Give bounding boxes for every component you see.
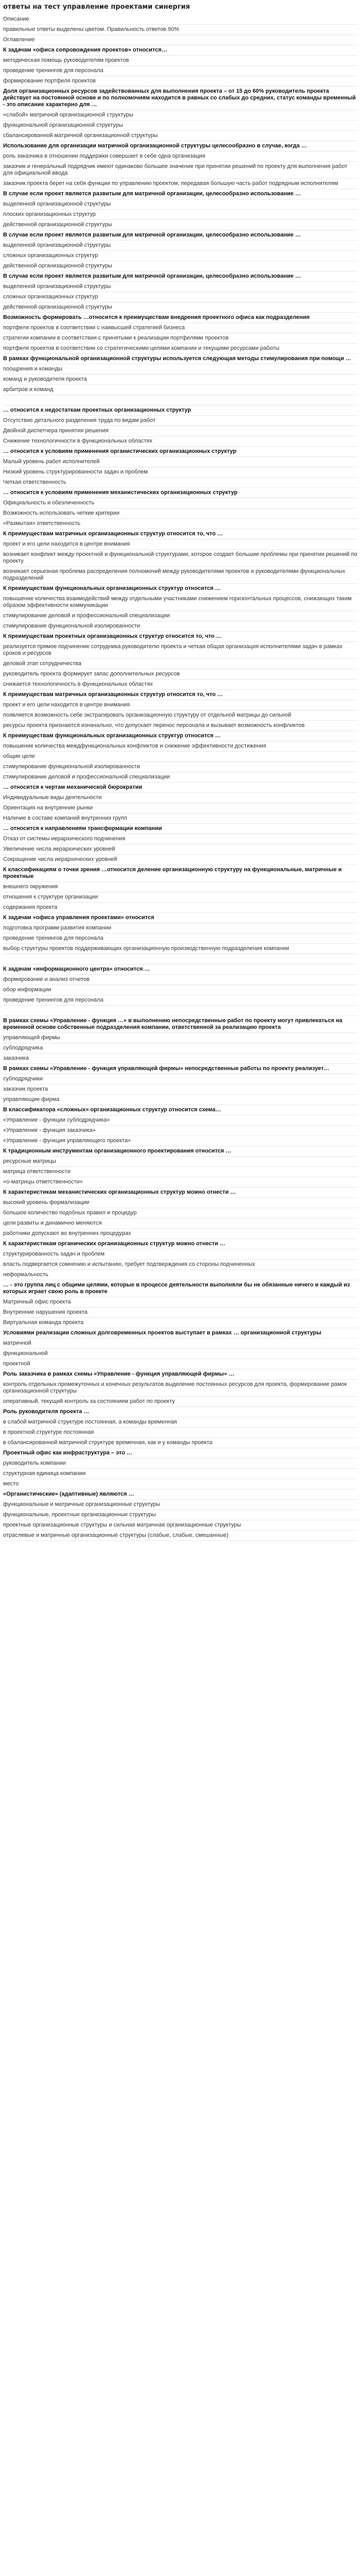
answer-option: в сбалансированной матричной структуре временная, как и у команды проекта bbox=[3, 1438, 358, 1448]
question-text: … относится к условиям применения органистических организационных структур bbox=[3, 447, 358, 457]
question-text: Проектный офис как инфраструктура – это … bbox=[3, 1448, 358, 1459]
answer-option: высокий уровень формализации bbox=[3, 1198, 358, 1208]
answer-option: внешнего окружения bbox=[3, 882, 358, 892]
answer-option: «Управление - функция управляющего проекта» bbox=[3, 1136, 358, 1146]
answer-option: Снижение технологичности в функциональных областях bbox=[3, 436, 358, 447]
question-text: «Органистические» (адаптивные) являются … bbox=[3, 1489, 358, 1500]
answer-option: Внутренние нарушения проекта bbox=[3, 1308, 358, 1318]
answer-option: методическая помощь руководителям проектов bbox=[3, 56, 358, 66]
page-title: ответы на тест управление проектами синергия bbox=[3, 3, 190, 11]
answer-option: структурированность задач и проблем bbox=[3, 1249, 358, 1260]
answer-option: неформальность bbox=[3, 1270, 358, 1280]
answer-option: обор информации bbox=[3, 985, 358, 995]
answer-option: субподрядчика bbox=[3, 1043, 358, 1054]
answer-option: функциональные и матричные организационные структуры bbox=[3, 1500, 358, 1510]
answer-option: проведение тренингов для персонала bbox=[3, 995, 358, 1006]
answer-option: отношения к структуре организации bbox=[3, 892, 358, 903]
answer-option: руководитель компании bbox=[3, 1459, 358, 1469]
question-text: … относится к условиям применения механистических организационных структур bbox=[3, 488, 358, 498]
answer-option bbox=[3, 395, 358, 405]
answer-option: Наличие в составе компаний внутренних групп bbox=[3, 814, 358, 824]
question-text: К классификациям о точки зрения …относится деление организационную структуру на функциональные, матричные и проектные bbox=[3, 865, 358, 882]
answer-option: поощрения и команды bbox=[3, 364, 358, 375]
answer-option bbox=[3, 954, 358, 964]
question-text: Использование для организации матричной организационной структуры целесообразно в случае, когда … bbox=[3, 141, 358, 151]
answer-option: «о-матрицы ответственности» bbox=[3, 1177, 358, 1188]
answer-option: Малый уровень работ исполнителей bbox=[3, 457, 358, 467]
answer-option: управляющей фирмы bbox=[3, 1033, 358, 1043]
answer-option: Увеличение числа иерархических уровней bbox=[3, 844, 358, 855]
question-text: … - это группа лиц с общими целями, которые в процессе деятельности выполняли бы не обязанные ничего и каждый из которых играет свою роль в проекте bbox=[3, 1280, 358, 1297]
answer-option: Отказ от системы иерархического подчинения bbox=[3, 834, 358, 844]
answer-option: портфеля проектов в соответствии со стратегическими целями компании и текущими ресурсами работы bbox=[3, 344, 358, 354]
answer-option: проектной bbox=[3, 1359, 358, 1369]
answer-option: власть подвергается сомнению и испытанию, требует подтверждения со стороны подчиненных bbox=[3, 1260, 358, 1270]
question-text: К характеристикам органических организационных структур можно отнести … bbox=[3, 1239, 358, 1249]
question-text: В рамках схемы «Управление - функция управляющей фирмы» непосредственные работы по проекту реализует… bbox=[3, 1064, 358, 1074]
question-text: К преимуществам функциональных организационных структур относится … bbox=[3, 584, 358, 594]
question-text: Условиями реализации сложных долговременных проектов выступает в рамках … организационной структуры bbox=[3, 1328, 358, 1338]
answer-option: Описание bbox=[3, 14, 358, 25]
answer-option: проект и его цели находится в центре внимания bbox=[3, 700, 358, 710]
question-text: … относится к чертам механической бюрократии bbox=[3, 783, 358, 793]
answer-option: стимулирование функциональной изолированности bbox=[3, 762, 358, 772]
answer-option: управляющие фирма bbox=[3, 1095, 358, 1105]
answer-option: работники допускают во внутренних процедурах bbox=[3, 1229, 358, 1239]
question-text: … относится к недостаткам проектных организационных структур bbox=[3, 405, 358, 416]
answer-option: «Управление - функции субподрядчика» bbox=[3, 1115, 358, 1126]
answer-option: «Управление - функция заказчика» bbox=[3, 1126, 358, 1136]
answer-option: сложных организационных структур bbox=[3, 292, 358, 302]
answer-option: «слабой» матричной организационной структуры bbox=[3, 110, 358, 121]
answer-option: большое количество подобных правил и процедур bbox=[3, 1208, 358, 1218]
answer-option: команд и руководителя проекта bbox=[3, 375, 358, 385]
question-text: Возможность формировать …относится к преимуществам внедрения проектного офиса как подразделения bbox=[3, 313, 358, 323]
question-text: В случае если проект является развитым для матричной организации, целесообразно использование … bbox=[3, 230, 358, 241]
answer-option: сложных организационных структур bbox=[3, 251, 358, 261]
answer-option: в слабой матричной структуре постоянная, а команды временная bbox=[3, 1417, 358, 1428]
answer-option: цели развиты и динамично меняются bbox=[3, 1218, 358, 1229]
answer-option: стратегии компании в соответствии с принятыми к реализации портфелями проектов bbox=[3, 333, 358, 344]
answer-option: выбор структуры проектов поддерживающих организационную производственную подразделения компании bbox=[3, 944, 358, 954]
question-text: К характеристикам механистических организационных структур можно отнести … bbox=[3, 1188, 358, 1198]
answer-option: Отсутствие детального разделения труда по видам работ bbox=[3, 416, 358, 426]
answer-option: подготовка программ развития компании bbox=[3, 923, 358, 934]
question-text: Доля организационных ресурсов задействованных для выполнения проекта – от 15 до 60% руководитель проекта действует на постоянной основе и по полномочиям находится в равных со слабых до средних, статус команды временный - это описание характерно для … bbox=[3, 87, 358, 110]
answer-option: возникает конфликт между проектной и функциональной структурами, которое создает большие проблемы при принятии решений по проекту bbox=[3, 550, 358, 567]
answer-option: «Размытая» ответственность bbox=[3, 519, 358, 529]
answer-option: повышение количества междфункциональных конфликтов и снижение эффективности достижения bbox=[3, 741, 358, 752]
question-text: К преимуществам проектных организационных структур относится то, что … bbox=[3, 632, 358, 642]
answer-option: действенной организационной структуры bbox=[3, 220, 358, 230]
answer-option: стимулирование деловой и профессиональной специализации bbox=[3, 611, 358, 621]
question-text: К задачам «офиса сопровождения проектов» относится… bbox=[3, 45, 358, 56]
answer-option: функциональной bbox=[3, 1349, 358, 1359]
answer-option: портфеля проектов в соответствии с наивысшей стратегией бизнеса bbox=[3, 323, 358, 333]
question-text: К преимуществам матричных организационных структур относится то, что … bbox=[3, 529, 358, 539]
answer-option: формирование портфеля проектов bbox=[3, 76, 358, 87]
question-text: В классификатора «сложных» организационных структур относится схема… bbox=[3, 1105, 358, 1115]
answer-option: заказчик проекта берет на себя функции по управлению проектом, передавая большую часть работ подрядным исполнителям bbox=[3, 179, 358, 189]
answer-option: в проектной структуре постоянная bbox=[3, 1428, 358, 1438]
answer-option: субподрядчики bbox=[3, 1074, 358, 1084]
question-text: К традиционным инструментам организационного проектирования относится … bbox=[3, 1146, 358, 1157]
answer-option: функциональной организационной структуры bbox=[3, 121, 358, 131]
answer-option: выделенной организационной структуры bbox=[3, 241, 358, 251]
answer-option: Матричный офис проекта bbox=[3, 1297, 358, 1308]
question-text: В рамках схемы «Управление - функция …» в выполнению непосредственные работ по проекту могут привлекаться на временной основе собственные подразделения компании, ответственной за реализацию проекта bbox=[3, 1016, 358, 1033]
question-text: В случае если проект является развитым для матричной организации, целесообразно использование … bbox=[3, 272, 358, 282]
question-text: К преимуществам функциональных организационных структур относится … bbox=[3, 731, 358, 741]
answer-option: Виртуальная команда проекта bbox=[3, 1318, 358, 1328]
answer-option: формирование и анализ отчетов bbox=[3, 975, 358, 985]
answer-option: Сокращение числа иерархических уровней bbox=[3, 855, 358, 865]
answer-option: снижается технологичность в функциональных областях bbox=[3, 680, 358, 690]
answer-option: выделенной организационной структуры bbox=[3, 282, 358, 292]
answer-option: матрица ответственности bbox=[3, 1167, 358, 1177]
answer-option: Ориентация на внутренние рынки bbox=[3, 803, 358, 814]
answer-option: действенной организационной структуры bbox=[3, 261, 358, 272]
answer-option: заказчик и генеральный подрядчик имеют одинаково большее значение при принятии решений по проекту для выполнения работ для официальной ввода bbox=[3, 162, 358, 179]
answer-option: ресурсные матрицы bbox=[3, 1157, 358, 1167]
answer-option: стимулирование функциональной изолированности bbox=[3, 621, 358, 632]
answer-option: выделенной организационной структуры bbox=[3, 199, 358, 210]
question-text: Роль заказчика в рамках схемы «Управление - функция управляющей фирмы» … bbox=[3, 1369, 358, 1380]
answer-option: проведение тренингов для персонала bbox=[3, 66, 358, 76]
answer-option: место bbox=[3, 1479, 358, 1489]
answer-option: заказчика bbox=[3, 1054, 358, 1064]
answer-option: Оглавление bbox=[3, 35, 358, 45]
answer-option: контроль отдельных промежуточных и конечных результатов выделение постоянных ресурсов для проекта, формирование рамок организационной структуры bbox=[3, 1380, 358, 1397]
answer-option: Возможность использовать четкие критерии bbox=[3, 509, 358, 519]
answer-option: проект и его цели находится в центре внимания bbox=[3, 539, 358, 550]
answer-option: повышение количества взаимодействий между отдельными участниками снижением горизонтальных процессов, снижающих таким образом эффективности коммуникации bbox=[3, 594, 358, 611]
answer-option: Четкая ответственность bbox=[3, 478, 358, 488]
answer-option: плоских организационных структур bbox=[3, 210, 358, 220]
answer-option: возникает серьезная проблема распределения полномочий между руководителями проектов и руководителями функциональных подразделений bbox=[3, 567, 358, 584]
answer-option: появляется возможность себе экстрагировать организационную структуру от отдельной матрицы до сильной bbox=[3, 710, 358, 721]
question-text: К преимуществам матричных организационных структур относится то, что … bbox=[3, 690, 358, 700]
answer-option bbox=[3, 1006, 358, 1016]
answer-option: сбалансированной матричной организационной структуры bbox=[3, 131, 358, 141]
answer-option: проведение тренингов для персонала bbox=[3, 934, 358, 944]
answer-option: функциональные, проектные организационные структуры bbox=[3, 1510, 358, 1520]
answer-option: Официальность и обезличенность bbox=[3, 498, 358, 509]
answer-option: проектные организационные структуры и сильная матричная организационные структуры bbox=[3, 1520, 358, 1531]
answer-option: Индивидуальные виды деятельности bbox=[3, 793, 358, 803]
answer-option: роль заказчика в отношении поддержки совершает в себе одна организация bbox=[3, 151, 358, 162]
question-text: В рамках функциональной организационной структуры используется следующая методы стимулирования при помощи … bbox=[3, 354, 358, 364]
answer-option: структурная единица компании bbox=[3, 1469, 358, 1479]
question-text: … относится к направлениям трансформации компании bbox=[3, 824, 358, 834]
answer-option: правильные ответы выделены цветом. Правильность ответов 90% bbox=[3, 25, 358, 35]
answer-option: арбитров и команд bbox=[3, 385, 358, 395]
answer-option: Низкий уровень структурированности задач и проблем bbox=[3, 467, 358, 478]
answer-option: действенной организационной структуры bbox=[3, 302, 358, 313]
answer-option: оперативный, текущий контроль за состоянием работ по проекту bbox=[3, 1397, 358, 1407]
answer-option: руководитель проекта формирует запас дополнительных ресурсов bbox=[3, 669, 358, 680]
answer-option: ресурсы проекта признаются изначально, что допускает перенос персонала и вызывает возможность конфликтов bbox=[3, 721, 358, 731]
qa-list bbox=[3, 14, 358, 1541]
answer-option: реализуется прямое подчинение сотрудника руководителю проекта и четкая общая организация исполнителями задач в рамках сроков и ресурсов bbox=[3, 642, 358, 659]
answer-option: заказчик проекта bbox=[3, 1084, 358, 1095]
question-text: Роль руководителя проекта … bbox=[3, 1407, 358, 1417]
question-text: К задачам «информационного центра» относится … bbox=[3, 964, 358, 975]
answer-option: матричной bbox=[3, 1338, 358, 1349]
answer-option: Двойной диспетчера принятия решения bbox=[3, 426, 358, 436]
answer-option: содержания проекта bbox=[3, 903, 358, 913]
question-text: В случае если проект является развитым для матричной организации, целесообразно использование … bbox=[3, 189, 358, 199]
answer-option: стимулирование деловой и профессиональной специализации bbox=[3, 772, 358, 783]
answer-option: отраслевые и матричные организационные структуры (слабые, слабые, смешанные) bbox=[3, 1531, 358, 1541]
answer-option: общие цели bbox=[3, 752, 358, 762]
answer-option: деловой этап сотрудничества bbox=[3, 659, 358, 669]
question-text: К задачам «офиса управления проектами» относится bbox=[3, 913, 358, 923]
